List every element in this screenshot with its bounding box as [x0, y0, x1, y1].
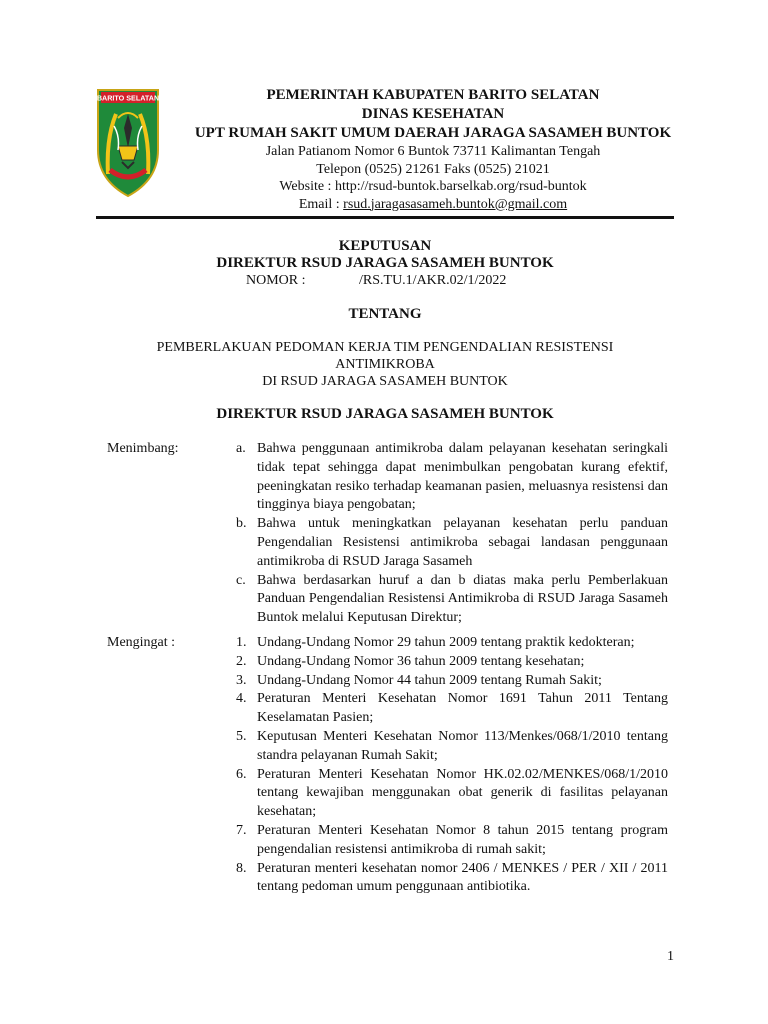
- barito-selatan-emblem: [96, 88, 160, 198]
- letterhead: [178, 86, 688, 213]
- letterhead-phone: Telepon (0525) 21261 Faks (0525) 21021: [316, 161, 550, 177]
- item-text: Bahwa penggunaan antimikroba dalam pelayanan kesehatan seringkali tidak tepat sehingga dapat menimbulkan pengobatan kurang efektif, peeningkatan resiko terhadap keamanan pasien, meluasnya resistensi dan tingginya biaya pengobatan;: [257, 441, 668, 513]
- letterhead-hospital: UPT RUMAH SAKIT UMUM DAERAH JARAGA SASAMEH BUNTOK: [194, 125, 672, 141]
- item-text: Undang-Undang Nomor 29 tahun 2009 tentang praktik kedokteran;: [257, 635, 635, 650]
- mengingat-list: [236, 634, 668, 897]
- list-item: [236, 690, 668, 728]
- list-item: [236, 572, 668, 628]
- emblem-banner-text: BARITO SELATAN: [96, 93, 160, 103]
- menimbang-label: Menimbang:: [107, 441, 179, 456]
- item-marker: 2.: [236, 653, 247, 669]
- item-text: Undang-Undang Nomor 36 tahun 2009 tentang kesehatan;: [257, 653, 585, 669]
- item-marker: 7.: [236, 822, 247, 838]
- list-item: [236, 515, 668, 571]
- list-item: [236, 653, 668, 672]
- decree-title: KEPUTUSAN: [338, 238, 432, 254]
- item-text: Peraturan menteri kesehatan nomor 2406 / MENKES / PER / XII / 2011 tentang pedoman umum penggunaan antibiotika.: [257, 860, 668, 895]
- item-text: Keputusan Menteri Kesehatan Nomor 113/Menkes/068/1/2010 tentang standra pelayanan Rumah Sakit;: [257, 728, 668, 763]
- list-item: [236, 766, 668, 822]
- mengingat-label: Mengingat :: [107, 635, 176, 650]
- subject-line-1: PEMBERLAKUAN PEDOMAN KERJA TIM PENGENDALIAN RESISTENSI: [156, 340, 614, 355]
- item-text: Bahwa untuk meningkatkan pelayanan kesehatan perlu panduan Pengendalian Resistensi antimikroba sebagai landasan penggunaan antimikroba di RSUD Jaraga Sasameh: [257, 516, 668, 569]
- letterhead-email-line: [178, 196, 688, 214]
- decree-number: [246, 273, 507, 289]
- letterhead-department: DINAS KESEHATAN: [361, 106, 505, 122]
- item-marker: 8.: [236, 860, 247, 876]
- item-marker: 1.: [236, 635, 247, 650]
- item-text: Undang-Undang Nomor 44 tahun 2009 tentang Rumah Sakit;: [257, 672, 602, 688]
- decree-issuer: DIREKTUR RSUD JARAGA SASAMEH BUNTOK: [216, 255, 554, 271]
- item-marker: 5.: [236, 728, 247, 744]
- email-link[interactable]: rsud.jaragasasameh.buntok@gmail.com: [343, 196, 568, 212]
- letterhead-divider: [96, 216, 674, 219]
- subject-line-2: ANTIMIKROBA: [335, 357, 435, 372]
- item-marker: b.: [236, 516, 247, 532]
- menimbang-list: [236, 440, 668, 628]
- decree-number-label: NOMOR :: [246, 273, 306, 288]
- tentang-heading: TENTANG: [348, 306, 422, 322]
- emblem-icon: [96, 88, 160, 198]
- item-text: Peraturan Menteri Kesehatan Nomor HK.02.02/MENKES/068/1/2010 tentang kewajiban menggunakan obat generik di fasilitas pelayanan kesehatan;: [257, 766, 668, 820]
- item-marker: a.: [236, 441, 246, 456]
- item-marker: 3.: [236, 672, 247, 688]
- director-heading: DIREKTUR RSUD JARAGA SASAMEH BUNTOK: [216, 406, 554, 422]
- item-text: Peraturan Menteri Kesehatan Nomor 1691 Tahun 2011 Tentang Keselamatan Pasien;: [257, 691, 668, 726]
- page-number: 1: [667, 949, 674, 964]
- list-item: [236, 822, 668, 860]
- email-label: Email :: [298, 196, 344, 212]
- item-marker: 6.: [236, 766, 247, 782]
- list-item: [236, 860, 668, 898]
- item-marker: c.: [236, 572, 246, 588]
- item-text: Peraturan Menteri Kesehatan Nomor 8 tahun 2015 tentang program pengendalian resistensi antimikroba di rumah sakit;: [257, 822, 668, 857]
- letterhead-address: Jalan Patianom Nomor 6 Buntok 73711 Kalimantan Tengah: [265, 144, 601, 159]
- list-item: [236, 440, 668, 515]
- list-item: [236, 634, 668, 653]
- subject-line-3: DI RSUD JARAGA SASAMEH BUNTOK: [262, 374, 508, 389]
- letterhead-government: PEMERINTAH KABUPATEN BARITO SELATAN: [266, 87, 600, 103]
- item-text: Bahwa berdasarkan huruf a dan b diatas maka perlu Pemberlakuan Panduan Pengendalian Resistensi Antimikroba di RSUD Jaraga Sasameh Buntok melalui Keputusan Direktur;: [257, 572, 668, 626]
- list-item: [236, 728, 668, 766]
- decree-number-value: /RS.TU.1/AKR.02/1/2022: [359, 273, 507, 288]
- item-marker: 4.: [236, 691, 247, 707]
- letterhead-website: Website : http://rsud-buntok.barselkab.org/rsud-buntok: [279, 179, 587, 194]
- list-item: [236, 672, 668, 691]
